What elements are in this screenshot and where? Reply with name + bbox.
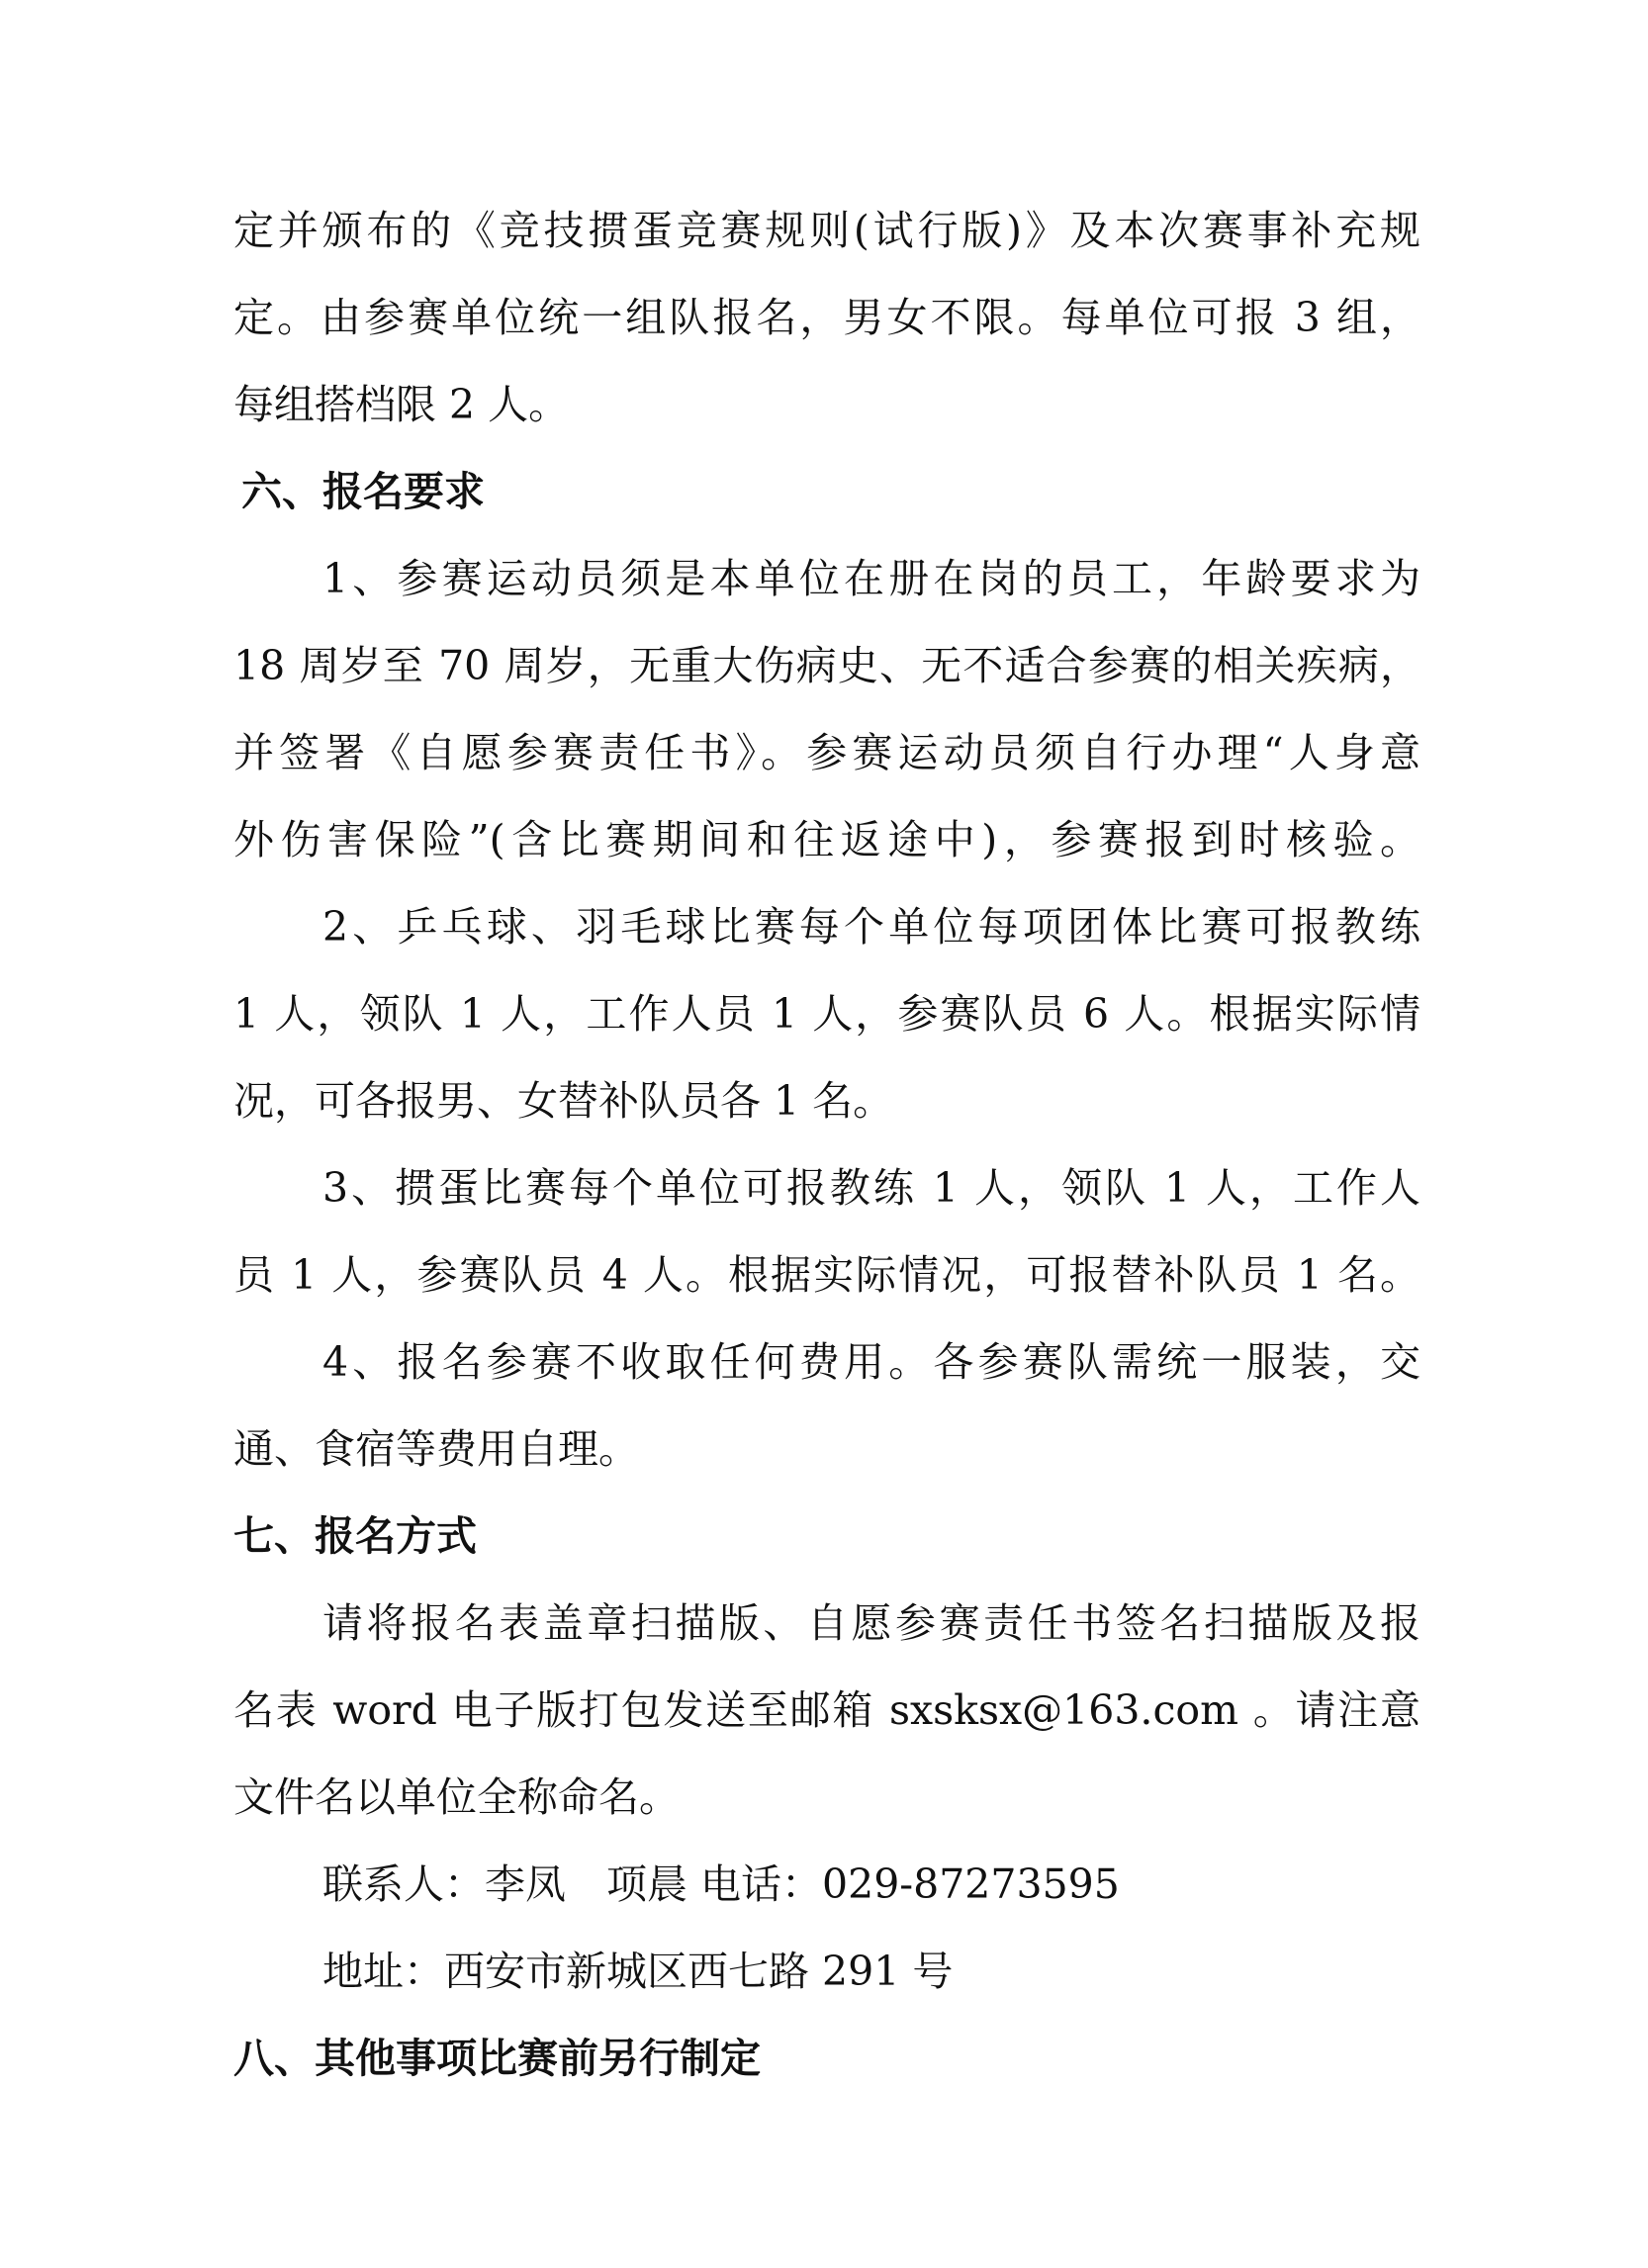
section7-heading: 七、报名方式	[233, 1512, 477, 1560]
section6-item2-line-1: 2、乒乓球、羽毛球比赛每个单位每项团体比赛可报教练	[322, 903, 1420, 951]
contact-line: 联系人：李凤 项晨 电话：029-87273595	[322, 1860, 1120, 1908]
section5-line-1: 定并颁布的《竞技掼蛋竞赛规则(试行版)》及本次赛事补充规	[233, 207, 1420, 254]
section6-item1-line-4: 外伤害保险”(含比赛期间和往返途中)，参赛报到时核验。	[233, 816, 1420, 863]
section6-item3-line-2: 员 1 人，参赛队员 4 人。根据实际情况，可报替补队员 1 名。	[233, 1251, 1420, 1299]
section7-body-line-3: 文件名以单位全称命名。	[233, 1773, 680, 1821]
section6-item1-line-3: 并签署《自愿参赛责任书》。参赛运动员须自行办理“人身意	[233, 729, 1420, 776]
section6-item2-line-3: 况，可各报男、女替补队员各 1 名。	[233, 1077, 894, 1125]
section5-line-3: 每组搭档限 2 人。	[233, 381, 570, 428]
address-line: 地址：西安市新城区西七路 291 号	[322, 1948, 954, 1995]
section6-item2-line-2: 1 人，领队 1 人，工作人员 1 人，参赛队员 6 人。根据实际情	[233, 990, 1420, 1038]
section7-body-line-1: 请将报名表盖章扫描版、自愿参赛责任书签名扫描版及报	[322, 1599, 1420, 1647]
section5-line-2: 定。由参赛单位统一组队报名，男女不限。每单位可报 3 组，	[233, 294, 1420, 341]
section6-item4-line-2: 通、食宿等费用自理。	[233, 1425, 639, 1473]
section7-body-line-2: 名表 word 电子版打包发送至邮箱 sxsksx@163.com 。请注意	[233, 1686, 1420, 1734]
section8-heading: 八、其他事项比赛前另行制定	[233, 2035, 761, 2082]
section6-heading: 六、报名要求	[241, 468, 485, 515]
section6-item3-line-1: 3、掼蛋比赛每个单位可报教练 1 人，领队 1 人，工作人	[322, 1164, 1420, 1212]
section6-item1-line-2: 18 周岁至 70 周岁，无重大伤病史、无不适合参赛的相关疾病，	[233, 642, 1420, 689]
section6-item4-line-1: 4、报名参赛不收取任何费用。各参赛队需统一服装，交	[322, 1338, 1420, 1386]
section6-item1-line-1: 1、参赛运动员须是本单位在册在岗的员工，年龄要求为	[322, 555, 1420, 602]
